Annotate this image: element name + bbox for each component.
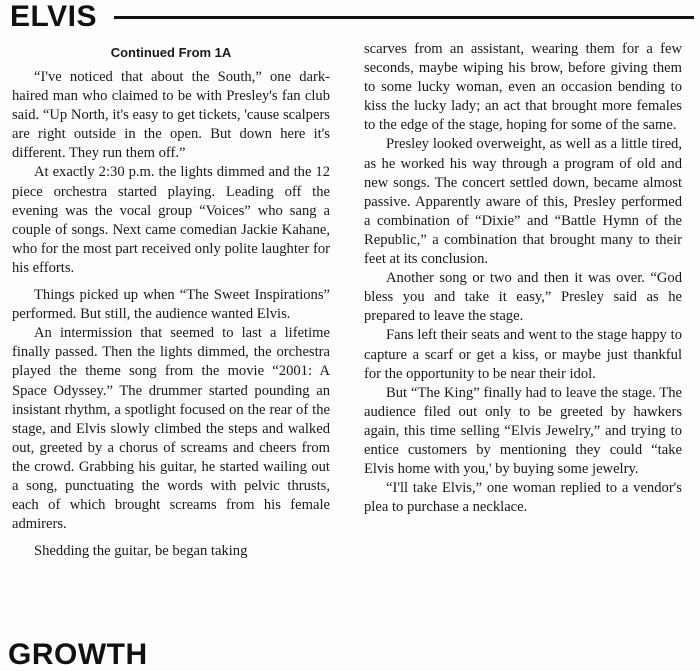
headline-rule: [114, 16, 694, 19]
paragraph: An intermission that seemed to last a lifetime finally passed. Then the lights dimmed, the orchestra played the theme song from the movie “2001: A Space Odyssey.” The drummer started pounding an insistant rhythm, a spotlight focused on the rear of the stage, and Elvis slowly climbed the steps and walked out, greeted by a chorus of screams and cheers from the crowd. Grabbing his guitar, he started wailing out a song, punctuating the words with pelvic thrusts, each of which brought screams from his female admirers.: [12, 325, 330, 533]
paragraph: At exactly 2:30 p.m. the lights dimmed and the 12 piece orchestra started playing. Leading off the evening was the vocal group “Voices” who sang a couple of songs. Next came comedian Jackie Kahane, who for the most part received only polite laughter for his efforts.: [12, 164, 330, 276]
paragraph: Presley looked overweight, as well as a little tired, as he worked his way through a program of old and new songs. The concert settled down, became almost passive. Apparently aware of this, Presley performed a combination of “Dixie” and “Battle Hymn of the Republic,” a combination that brought many to their feet at its conclusion.: [364, 136, 682, 268]
article-header: [10, 2, 694, 32]
continued-label: Continued From 1A: [110, 45, 232, 60]
paragraph: scarves from an assistant, wearing them for a few seconds, maybe wiping his brow, before giving them to some lucky woman, even an occasion bending to kiss the lucky lady; an act that brought more females to the edge of the stage, hoping for some of the same.: [364, 41, 682, 134]
paragraph: Things picked up when “The Sweet Inspirations” performed. But still, the audience wanted Elvis.: [12, 287, 330, 323]
paragraph: Shedding the guitar, be began taking: [34, 543, 248, 560]
paragraph: “I've noticed that about the South,” one dark-haired man who claimed to be with Presley's fan club said. “Up North, it's easy to get tickets, 'cause scalpers are right outside in the open. But down here it's different. They run them off.”: [12, 69, 330, 162]
column-right: [364, 40, 682, 517]
paragraph: Fans left their seats and went to the stage happy to capture a scarf or get a kiss, or maybe just thankful for the opportunity to be near their idol.: [364, 327, 682, 382]
paragraph: “I'll take Elvis,” one woman replied to a vendor's plea to purchase a necklace.: [364, 480, 682, 516]
paragraph: But “The King” finally had to leave the stage. The audience filed out only to be greeted by hawkers again, this time selling “Elvis Jewelry,” and trying to entice customers by mentioning they could “take Elvis home with you,' by buying some jewelry.: [364, 384, 682, 478]
column-left: [12, 40, 330, 561]
paragraph: Another song or two and then it was over. “God bless you and take it easy,” Presley said as he prepared to leave the stage.: [364, 270, 682, 325]
headline: ELVIS: [10, 0, 97, 33]
next-headline: GROWTH: [8, 638, 148, 671]
